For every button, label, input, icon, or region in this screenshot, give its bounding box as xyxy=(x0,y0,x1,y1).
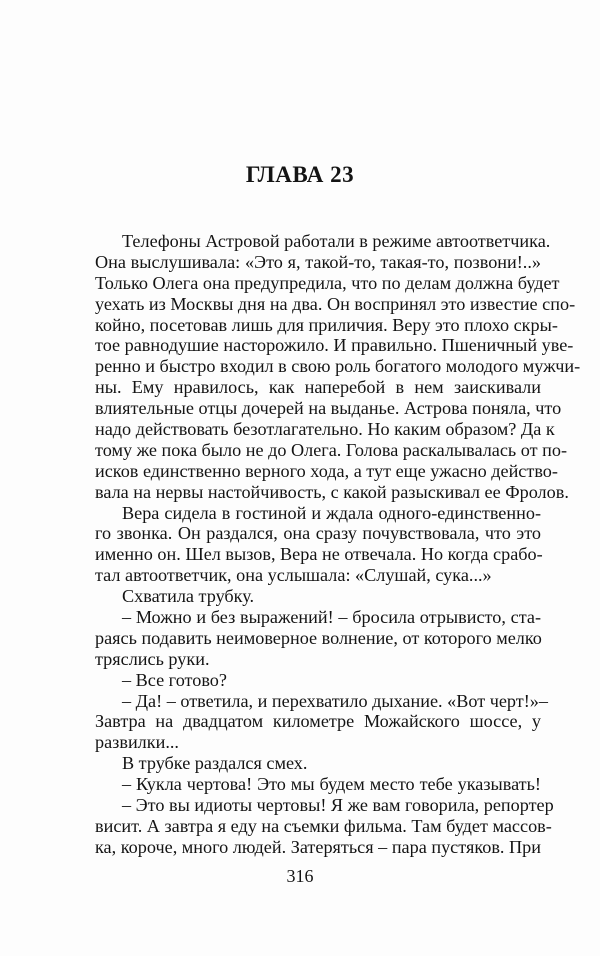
text-line: вала на нервы настойчивость, с какой разыскивал ее Фролов. xyxy=(95,481,569,502)
text-line: ка, короче, много людей. Затеряться – пара пустяков. При xyxy=(95,836,541,857)
text-line: Она выслушивала: «Это я, такой-то, такая-то, позвони!..» xyxy=(95,251,541,272)
text-line: ренно и быстро входил в свою роль богатого молодого мужчи- xyxy=(95,356,581,377)
text-line: Схватила трубку. xyxy=(122,586,255,607)
text-line: тому же пока было не до Олега. Голова раскалывалась от по- xyxy=(95,439,568,460)
text-line: раясь подавить неимоверное волнение, от которого мелко xyxy=(95,627,542,648)
text-line: Только Олега она предупредила, что по делам должна будет xyxy=(95,272,560,293)
text-line: влиятельные отцы дочерей на выданье. Астрова поняла, что xyxy=(95,398,562,419)
text-line: тал автоответчик, она услышала: «Слушай, сука...» xyxy=(95,565,492,586)
text-line: ны. Ему нравилось, как наперебой в нем заискивали xyxy=(95,377,541,398)
text-line: исков единственно верного хода, а тут еще ужасно действо- xyxy=(95,460,558,481)
text-line: Завтра на двадцатом километре Можайского шоссе, у xyxy=(95,711,541,732)
text-line: го звонка. Он раздался, она сразу почувствовала, что это xyxy=(95,523,541,544)
text-line: именно он. Шел вызов, Вера не отвечала. Но когда срабо- xyxy=(95,544,543,565)
text-line: тое равнодушие насторожило. И правильно. Пшеничный уве- xyxy=(95,335,574,356)
text-line: тряслись руки. xyxy=(95,648,210,669)
text-line: койно, посетовав лишь для приличия. Веру это плохо скры- xyxy=(95,314,558,335)
chapter-title: ГЛАВА 23 xyxy=(245,162,355,187)
text-line: развилки... xyxy=(95,732,179,753)
text-line: – Кукла чертова! Это мы будем место тебе указывать! xyxy=(122,774,541,795)
page-body-text xyxy=(95,231,581,858)
text-line: Вера сидела в гостиной и ждала одного-единственно- xyxy=(122,502,541,523)
text-line: уехать из Москвы дня на два. Он воспринял это известие спо- xyxy=(95,293,576,314)
text-line: надо действовать безотлагательно. Но каким образом? Да к xyxy=(95,419,555,440)
text-line: – Это вы идиоты чертовы! Я же вам говорила, репортер xyxy=(122,795,554,816)
text-line: – Все готово? xyxy=(122,669,227,690)
page-number: 316 xyxy=(286,866,314,886)
text-line: В трубке раздался смех. xyxy=(122,753,308,774)
text-line: – Можно и без выражений! – бросила отрывисто, ста- xyxy=(122,607,541,628)
text-line: Телефоны Астровой работали в режиме автоответчика. xyxy=(122,231,551,251)
text-line: висит. А завтра я еду на съемки фильма. Там будет массов- xyxy=(95,815,552,836)
text-line: – Да! – ответила, и перехватило дыхание. «Вот черт!»– xyxy=(122,690,548,711)
